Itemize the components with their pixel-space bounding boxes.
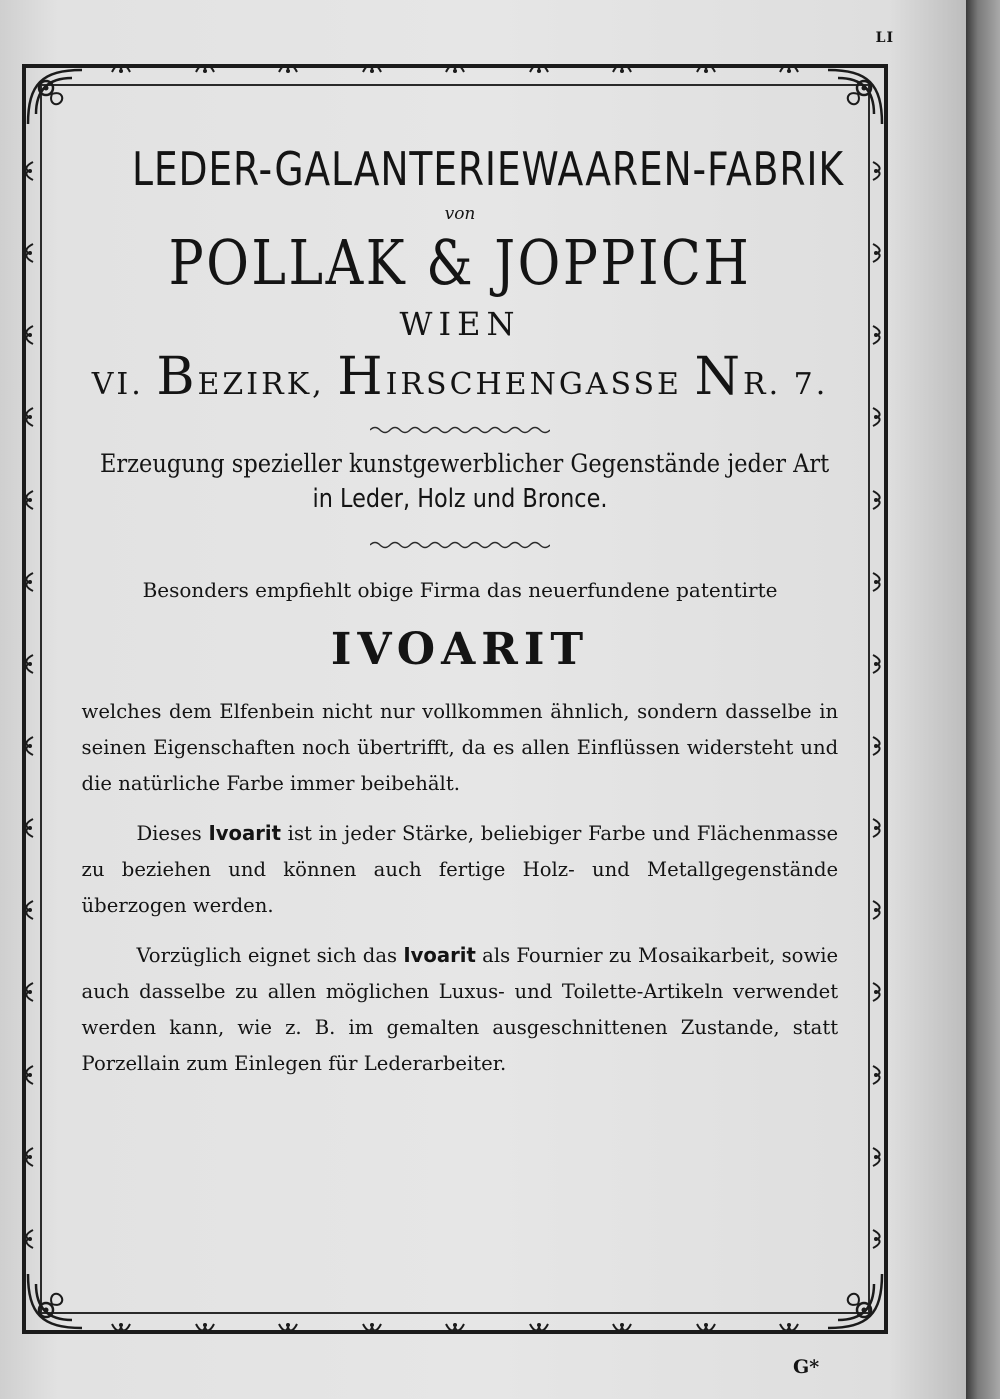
flourish-icon xyxy=(21,817,37,839)
flourish-icon xyxy=(21,735,37,757)
flourish-icon xyxy=(21,899,37,921)
book-spine-shadow xyxy=(966,0,1000,1399)
flourish-icon xyxy=(869,160,885,182)
product-name: IVOARIT xyxy=(330,624,590,675)
paragraph-2-lead: Dieses xyxy=(136,821,202,845)
flourish-icon xyxy=(869,735,885,757)
border-ornament-top xyxy=(110,62,800,76)
intro-sentence: Besonders empfiehlt obige Firma das neuerfundene patentirte xyxy=(142,578,778,602)
flourish-icon xyxy=(869,899,885,921)
address-street-rest: IRSCHENGASSE xyxy=(385,367,682,402)
flourish-icon xyxy=(695,62,717,76)
city-name: WIEN xyxy=(399,305,521,343)
paragraph-3-bold: Ivoarit xyxy=(403,943,476,967)
flourish-icon xyxy=(21,406,37,428)
flourish-icon xyxy=(778,1320,800,1334)
address-line xyxy=(60,347,860,407)
flourish-icon xyxy=(21,242,37,264)
flourish-icon xyxy=(869,653,885,675)
flourish-icon xyxy=(21,1228,37,1250)
production-line-2: in Leder, Holz und Bronce. xyxy=(312,484,608,514)
flourish-icon xyxy=(528,62,550,76)
border-ornament-right xyxy=(869,160,885,1250)
address-district-initial: B xyxy=(156,347,198,407)
flourish-icon xyxy=(21,653,37,675)
decorative-rule-icon xyxy=(370,540,550,550)
paragraph-3 xyxy=(60,937,844,1081)
flourish-icon xyxy=(21,1146,37,1168)
flourish-icon xyxy=(110,1320,132,1334)
flourish-icon xyxy=(869,1228,885,1250)
flourish-icon xyxy=(21,160,37,182)
flourish-icon xyxy=(277,62,299,76)
flourish-icon xyxy=(778,62,800,76)
flourish-icon xyxy=(444,62,466,76)
flourish-icon xyxy=(277,1320,299,1334)
flourish-icon xyxy=(695,1320,717,1334)
flourish-icon xyxy=(869,1146,885,1168)
flourish-icon xyxy=(869,981,885,1003)
page-number: LI xyxy=(875,30,894,46)
address-district-prefix: VI. xyxy=(91,367,144,402)
advertisement-content xyxy=(60,130,860,1081)
flourish-icon xyxy=(21,981,37,1003)
flourish-icon xyxy=(528,1320,550,1334)
flourish-icon xyxy=(869,489,885,511)
flourish-icon xyxy=(21,324,37,346)
address-number-initial: N xyxy=(694,347,743,407)
paragraph-3-lead: Vorzüglich eignet sich das xyxy=(136,943,398,967)
paragraph-3-rest: als Fournier zu Mosaikarbeit, sowie auch dasselbe zu allen möglichen Luxus- und Toilette-Artikeln verwendet werden kann, wie z. B. im gemalten ausgeschnittenen Zustande, statt Porzellain zum Einlegen für Lederarbeiter. xyxy=(81,943,839,1075)
address-number-rest: R. 7. xyxy=(743,367,829,402)
firm-name: POLLAK & JOPPICH xyxy=(168,226,752,299)
flourish-icon xyxy=(611,1320,633,1334)
flourish-icon xyxy=(361,62,383,76)
paragraph-1: welches dem Elfenbein nicht nur vollkommen ähnlich, sondern dasselbe in seinen Eigenschaften noch übertrifft, da es allen Einflüssen widersteht und die natürliche Farbe immer beibehält. xyxy=(81,699,839,795)
border-ornament-left xyxy=(21,160,37,1250)
paragraph-2-bold: Ivoarit xyxy=(208,821,281,845)
paragraph-2-rest: ist in jeder Stärke, beliebiger Farbe und Flächenmasse zu beziehen und können auch fertige Holz- und Metallgegenstände überzogen werden. xyxy=(81,821,839,917)
paragraph-2 xyxy=(60,815,844,923)
production-line-1: Erzeugung spezieller kunstgewerblicher Gegenstände jeder Art xyxy=(100,449,830,478)
flourish-icon xyxy=(194,1320,216,1334)
flourish-icon xyxy=(21,571,37,593)
decorative-rule-icon xyxy=(370,425,550,435)
flourish-icon xyxy=(444,1320,466,1334)
corner-ornament-icon xyxy=(22,64,92,134)
flourish-icon xyxy=(869,324,885,346)
flourish-icon xyxy=(869,817,885,839)
flourish-icon xyxy=(21,489,37,511)
corner-ornament-icon xyxy=(818,64,888,134)
flourish-icon xyxy=(869,1064,885,1086)
address-street-initial: H xyxy=(337,347,386,407)
flourish-icon xyxy=(869,571,885,593)
flourish-icon xyxy=(869,242,885,264)
address-district-rest: EZIRK, xyxy=(197,367,325,402)
flourish-icon xyxy=(110,62,132,76)
flourish-icon xyxy=(611,62,633,76)
border-ornament-bottom xyxy=(110,1320,800,1334)
flourish-icon xyxy=(21,1064,37,1086)
printer-signature: G* xyxy=(793,1356,820,1378)
flourish-icon xyxy=(869,406,885,428)
corner-ornament-icon xyxy=(22,1264,92,1334)
flourish-icon xyxy=(361,1320,383,1334)
advert-headline: LEDER-GALANTERIEWAAREN-FABRIK xyxy=(132,142,844,196)
corner-ornament-icon xyxy=(818,1264,888,1334)
flourish-icon xyxy=(194,62,216,76)
von-label: von xyxy=(444,204,476,224)
